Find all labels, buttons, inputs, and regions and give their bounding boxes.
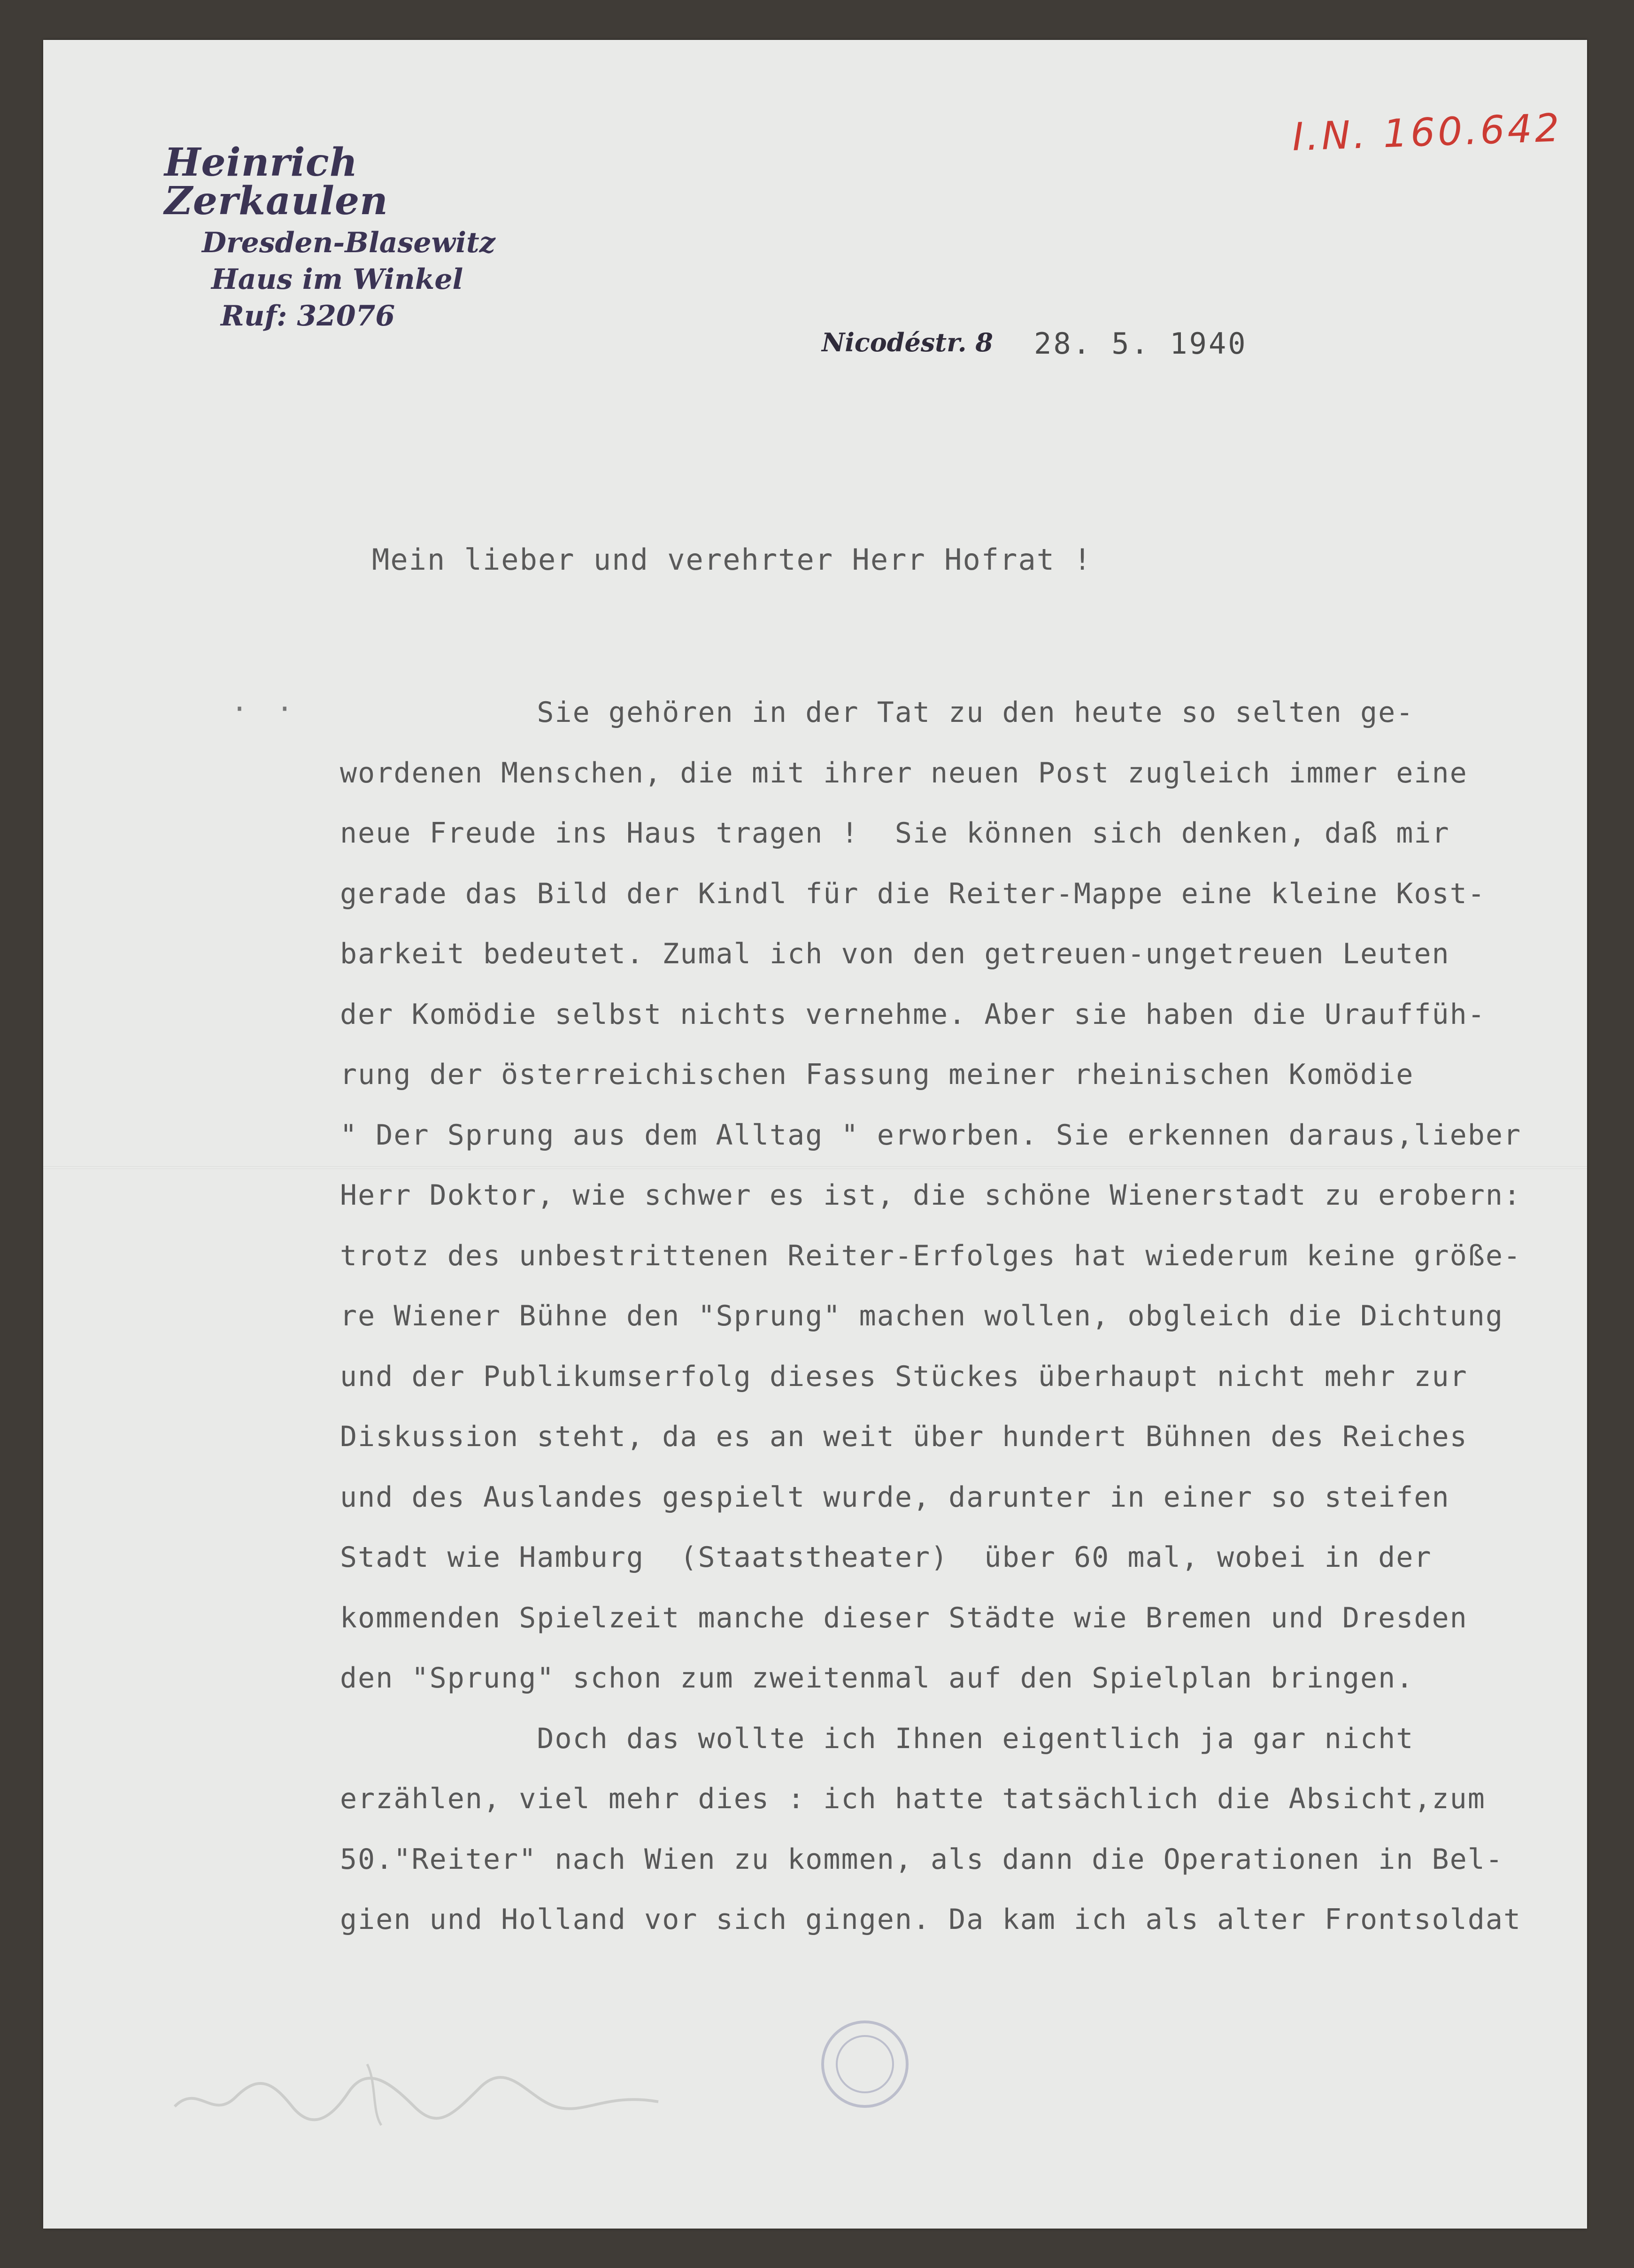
body-line: und des Auslandes gespielt wurde, darunter in einer so steifen	[340, 1480, 1450, 1514]
letter-body	[340, 682, 1617, 1950]
body-line: erzählen, viel mehr dies : ich hatte tatsächlich die Absicht,zum	[340, 1782, 1486, 1815]
body-line: kommenden Spielzeit manche dieser Städte wie Bremen und Dresden	[340, 1601, 1468, 1634]
bleed-through-signature	[170, 2055, 663, 2130]
body-line: den "Sprung" schon zum zweitenmal auf den Spielplan bringen.	[340, 1662, 1414, 1695]
body-line: " Der Sprung aus dem Alltag " erworben. Sie erkennen daraus,lieber	[340, 1118, 1522, 1152]
letterhead-name: Heinrich Zerkaulen	[164, 140, 388, 224]
letter-sheet	[43, 40, 1587, 2229]
body-line: wordenen Menschen, die mit ihrer neuen Post zugleich immer eine	[340, 756, 1468, 790]
body-line: neue Freude ins Haus tragen ! Sie können sich denken, daß mir	[340, 817, 1450, 850]
body-line: der Komödie selbst nichts vernehme. Aber sie haben die Urauffüh-	[340, 998, 1486, 1031]
body-line: Doch das wollte ich Ihnen eigentlich ja gar nicht	[340, 1722, 1414, 1755]
body-line: Sie gehören in der Tat zu den heute so selten ge-	[340, 696, 1414, 729]
letterhead-city: Dresden-Blasewitz	[202, 226, 495, 259]
body-line: gerade das Bild der Kindl für die Reiter-Mappe eine kleine Kost-	[340, 877, 1486, 910]
archive-stamp	[818, 2017, 912, 2111]
archive-number: I.N. 160.642	[1291, 105, 1563, 160]
letterhead-house: Haus im Winkel	[211, 263, 463, 296]
body-line: und der Publikumserfolg dieses Stückes überhaupt nicht mehr zur	[340, 1360, 1468, 1393]
salutation: Mein lieber und verehrter Herr Hofrat !	[372, 542, 1092, 577]
body-line: Stadt wie Hamburg (Staatstheater) über 60 mal, wobei in der	[340, 1541, 1432, 1574]
body-line: re Wiener Bühne den "Sprung" machen wollen, obgleich die Dichtung	[340, 1300, 1503, 1332]
body-line: Herr Doktor, wie schwer es ist, die schöne Wienerstadt zu erobern:	[340, 1179, 1522, 1212]
body-line: trotz des unbestrittenen Reiter-Erfolges hat wiederum keine größe-	[340, 1239, 1522, 1272]
body-line: gien und Holland vor sich gingen. Da kam ich als alter Frontsoldat	[340, 1903, 1522, 1936]
letterhead	[164, 140, 502, 333]
body-line: rung der österreichischen Fassung meiner rheinischen Komödie	[340, 1058, 1414, 1091]
letter-date: 28. 5. 1940	[1034, 326, 1248, 361]
margin-dots: · ·	[231, 693, 299, 726]
body-line: 50."Reiter" nach Wien zu kommen, als dann die Operationen in Bel-	[340, 1842, 1503, 1876]
sender-address: Nicodéstr. 8	[822, 327, 993, 357]
body-line: barkeit bedeutet. Zumal ich von den getreuen-ungetreuen Leuten	[340, 937, 1450, 970]
letterhead-phone: Ruf: 32076	[221, 300, 395, 333]
body-line: Diskussion steht, da es an weit über hundert Bühnen des Reiches	[340, 1420, 1468, 1453]
